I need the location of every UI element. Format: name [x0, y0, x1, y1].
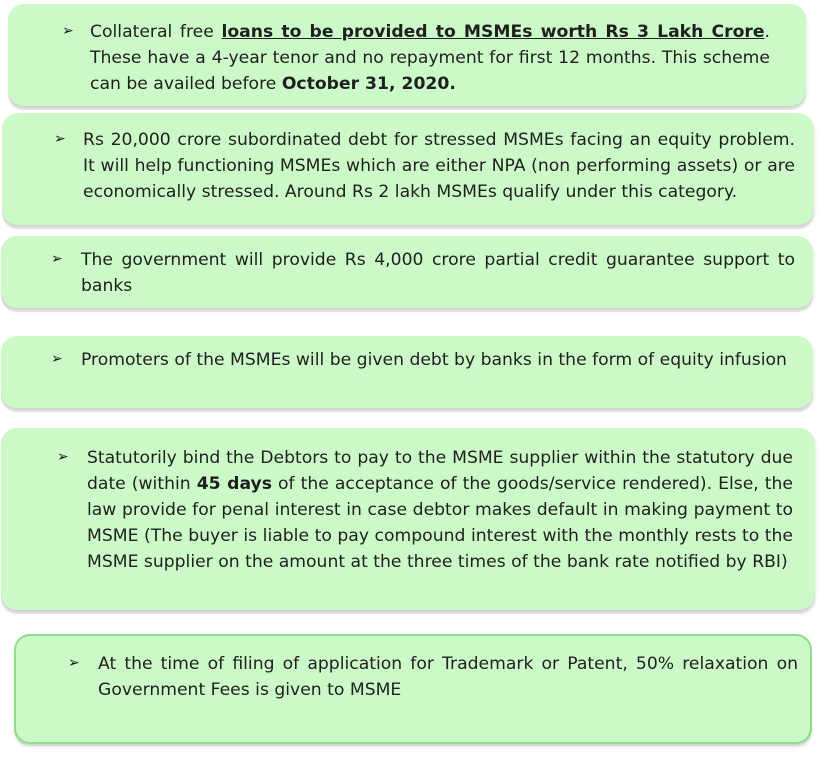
scheme-text-3: The government will provide Rs 4,000 crore partial credit guarantee support to banks — [81, 250, 795, 296]
scheme-text-4: Promoters of the MSMEs will be given debt by banks in the form of equity infusion — [81, 350, 787, 370]
msme-scheme-box-6 — [14, 634, 812, 744]
scheme-text-6: At the time of filing of application for Trademark or Patent, 50% relaxation on Government Fees is given to MSME — [98, 654, 798, 700]
due-days: 45 days — [196, 474, 272, 494]
msme-scheme-box-3 — [1, 236, 813, 308]
arrow-bullet-icon: ➢ — [54, 131, 66, 147]
arrow-bullet-icon: ➢ — [68, 655, 80, 671]
arrow-bullet-icon: ➢ — [62, 23, 74, 39]
arrow-bullet-icon: ➢ — [51, 251, 63, 267]
msme-scheme-box-2 — [2, 113, 814, 225]
loan-highlight: loans to be provided to MSMEs worth Rs 3 Lakh Crore — [221, 22, 765, 42]
arrow-bullet-icon: ➢ — [51, 351, 63, 367]
scheme-text-2: Rs 20,000 crore subordinated debt for stressed MSMEs facing an equity problem. It will help functioning MSMEs which are either NPA (non performing assets) or are economically stressed. Around Rs 2 lakh MSMEs qualify under this category. — [83, 130, 795, 202]
scheme-text-1: Collateral free loans to be provided to MSMEs worth Rs 3 Lakh Crore. These have a 4-year tenor and no repayment for first 12 months. This scheme can be availed before October 31, 2020. — [90, 22, 771, 94]
arrow-bullet-icon: ➢ — [57, 449, 69, 465]
deadline-date: October 31, 2020. — [281, 74, 456, 94]
msme-scheme-box-1 — [8, 4, 806, 106]
msme-scheme-box-4 — [1, 336, 813, 408]
scheme-text-5: Statutorily bind the Debtors to pay to the MSME supplier within the statutory due date (within 45 days of the acceptance of the goods/service rendered). Else, the law provide for penal interest in case debtor makes default in making payment to MSME (The buyer is liable to pay compound interest with the monthly rests to the MSME supplier on the amount at the three times of the bank rate notified by RBI) — [87, 448, 793, 572]
msme-scheme-box-5 — [1, 428, 815, 610]
